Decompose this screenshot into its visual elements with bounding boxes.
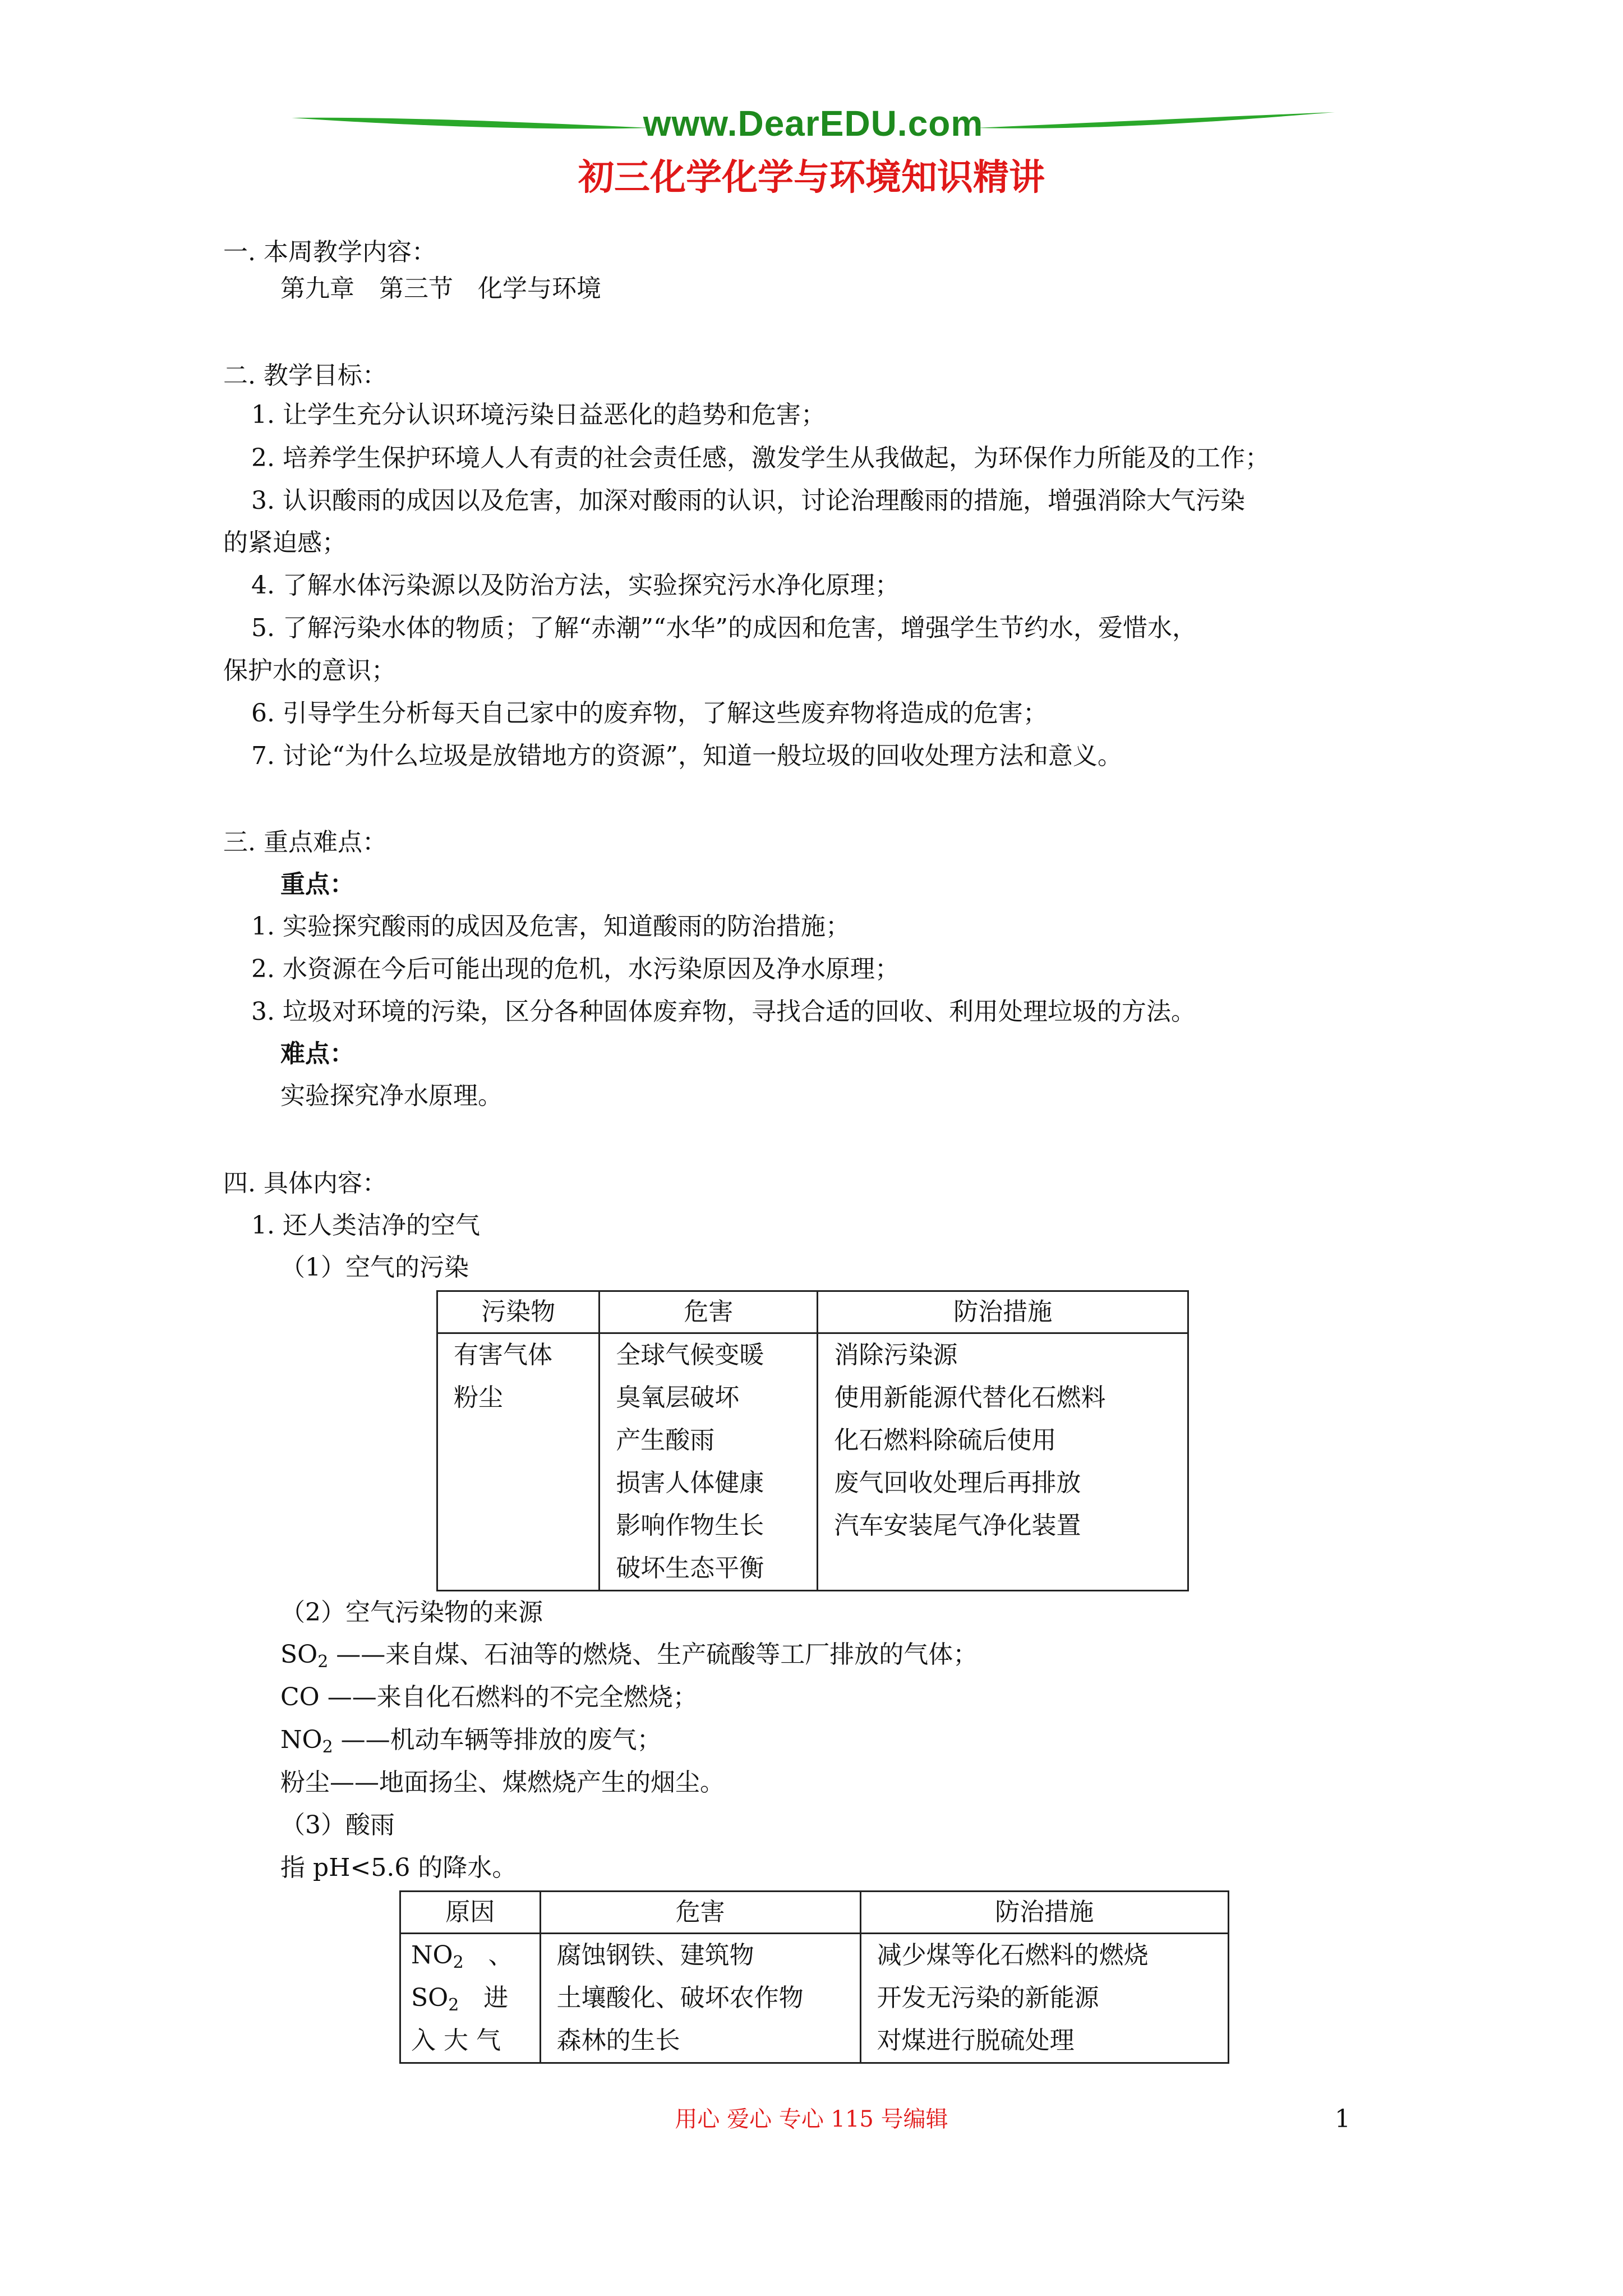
cell-line: 使用新能源代替化石燃料 [834, 1383, 1106, 1412]
cell-text: 、 [463, 1941, 513, 1970]
cell-line: 消除污染源 [834, 1341, 958, 1369]
formula-base: SO [280, 1640, 318, 1669]
table-cell-hazards [600, 1333, 818, 1591]
cell-line: 开发无污染的新能源 [877, 1984, 1099, 2012]
cell-line: 入 大 气 [411, 2026, 501, 2055]
cell-line: 损害人体健康 [616, 1469, 764, 1497]
pollutant-source-line [280, 1766, 725, 1800]
section-1-content: 第九章 第三节 化学与环境 [280, 274, 601, 303]
cell-line: 臭氧层破坏 [616, 1383, 740, 1412]
table-header-cell: 原因 [400, 1892, 541, 1934]
pollutant-source-line [280, 1638, 978, 1672]
objective-item: 6. 引导学生分析每天自己家中的废弃物，了解这些废弃物将造成的危害； [251, 699, 1048, 728]
cell-line: 有害气体 [454, 1341, 552, 1369]
source-text: ——机动车辆等排放的废气； [333, 1726, 662, 1754]
key-point-item: 2. 水资源在今后可能出现的危机，水污染原因及净水原理； [251, 955, 900, 983]
formula-subscript: 2 [322, 1737, 333, 1757]
pollutant-source-line [280, 1723, 662, 1757]
table-cell-measures [860, 1934, 1228, 2063]
formula-base: NO [411, 1941, 453, 1970]
key-point-item: 3. 垃圾对环境的污染，区分各种固体废弃物，寻找合适的回收、利用处理垃圾的方法。 [251, 997, 1196, 1026]
table-header-row [400, 1892, 1229, 1934]
site-logo [292, 95, 1335, 151]
source-text: ——来自煤、石油等的燃烧、生产硫酸等工厂排放的气体； [328, 1640, 978, 1669]
objective-item: 4. 了解水体污染源以及防治方法，实验探究污水净化原理； [251, 571, 900, 600]
page-number: 1 [1335, 2105, 1350, 2133]
paragraph-heading: （3）酸雨 [280, 1811, 395, 1839]
formula-subscript: 2 [317, 1652, 329, 1672]
key-point-item: 1. 实验探究酸雨的成因及危害，知道酸雨的防治措施； [251, 912, 850, 941]
table-row [400, 1934, 1229, 2063]
site-name: www.DearEDU.com [643, 103, 984, 144]
acid-rain-table [399, 1890, 1229, 2064]
cell-line: 对煤进行脱硫处理 [877, 2026, 1075, 2055]
cell-line: 粉尘 [454, 1383, 503, 1412]
table-cell-causes [400, 1934, 541, 2063]
objective-item: 1. 让学生充分认识环境污染日益恶化的趋势和危害； [251, 401, 826, 429]
difficult-points-label: 难点： [280, 1039, 354, 1068]
table-cell-pollutants [437, 1333, 600, 1591]
cell-line [411, 1934, 529, 1977]
formula-base: NO [280, 1726, 322, 1754]
formula-subscript: 2 [453, 1953, 464, 1972]
table-header-cell: 污染物 [437, 1291, 600, 1333]
table-header-cell: 危害 [600, 1291, 818, 1333]
cell-line [411, 1977, 529, 2019]
cell-line: 土壤酸化、破坏农作物 [556, 1984, 804, 2012]
objective-item: 7. 讨论“为什么垃圾是放错地方的资源”，知道一般垃圾的回收处理方法和意义。 [251, 742, 1122, 770]
table-header-cell: 防治措施 [818, 1291, 1188, 1333]
objective-item: 3. 认识酸雨的成因以及危害，加深对酸雨的认识，讨论治理酸雨的措施，增强消除大气污染 [251, 486, 1245, 515]
objective-item-continued: 保护水的意识； [223, 656, 396, 685]
acid-rain-definition: 指 pH<5.6 的降水。 [280, 1853, 517, 1882]
objective-item: 5. 了解污染水体的物质；了解“赤潮”“水华”的成因和危害，增强学生节约水，爱惜水， [251, 614, 1197, 642]
cell-line: 腐蚀钢铁、建筑物 [556, 1941, 754, 1970]
objective-item: 2. 培养学生保护环境人人有责的社会责任感，激发学生从我做起，为环保作力所能及的工作； [251, 444, 1270, 472]
cell-line: 影响作物生长 [616, 1511, 764, 1540]
key-points-label: 重点： [280, 870, 354, 899]
source-text: ——地面扬尘、煤燃烧产生的烟尘。 [330, 1768, 725, 1797]
section-3-heading: 三. 重点难点： [223, 828, 387, 857]
table-header-row [437, 1291, 1188, 1333]
table-row [437, 1333, 1188, 1591]
table-cell-measures [818, 1333, 1188, 1591]
page-title: 初三化学化学与环境知识精讲 [578, 157, 1045, 199]
formula-subscript: 2 [448, 1995, 459, 2015]
table-header-cell: 防治措施 [860, 1892, 1228, 1934]
objective-item-continued: 的紧迫感； [223, 528, 347, 557]
cell-line: 产生酸雨 [616, 1426, 715, 1455]
cell-line: 废气回收处理后再排放 [834, 1469, 1081, 1497]
paragraph-heading: （2）空气污染物的来源 [280, 1598, 543, 1627]
table-header-cell: 危害 [540, 1892, 860, 1934]
air-pollution-table [436, 1290, 1189, 1591]
difficult-point-text: 实验探究净水原理。 [280, 1082, 502, 1110]
cell-line: 化石燃料除硫后使用 [834, 1426, 1057, 1455]
cell-line: 全球气候变暖 [616, 1341, 764, 1369]
paragraph-heading: （1）空气的污染 [280, 1253, 469, 1282]
table-cell-hazards [540, 1934, 860, 2063]
cell-line: 森林的生长 [556, 2026, 680, 2055]
cell-line: 汽车安装尾气净化装置 [834, 1511, 1081, 1540]
formula-base: SO [411, 1984, 449, 2012]
source-text: ——来自化石燃料的不完全燃烧； [319, 1683, 698, 1711]
section-4-heading: 四. 具体内容： [223, 1169, 387, 1198]
pollutant-source-line [280, 1681, 698, 1714]
formula-base: CO [280, 1683, 320, 1711]
formula-base: 粉尘 [280, 1768, 330, 1797]
cell-text: 进 [459, 1984, 509, 2012]
section-2-heading: 二. 教学目标： [223, 361, 387, 390]
page-footer: 用心 爱心 专心 115 号编辑 [675, 2106, 948, 2132]
cell-line: 减少煤等化石燃料的燃烧 [877, 1941, 1149, 1970]
subsection-title: 1. 还人类洁净的空气 [251, 1211, 480, 1240]
section-1-heading: 一. 本周教学内容： [223, 238, 436, 266]
cell-line: 破坏生态平衡 [616, 1554, 764, 1582]
